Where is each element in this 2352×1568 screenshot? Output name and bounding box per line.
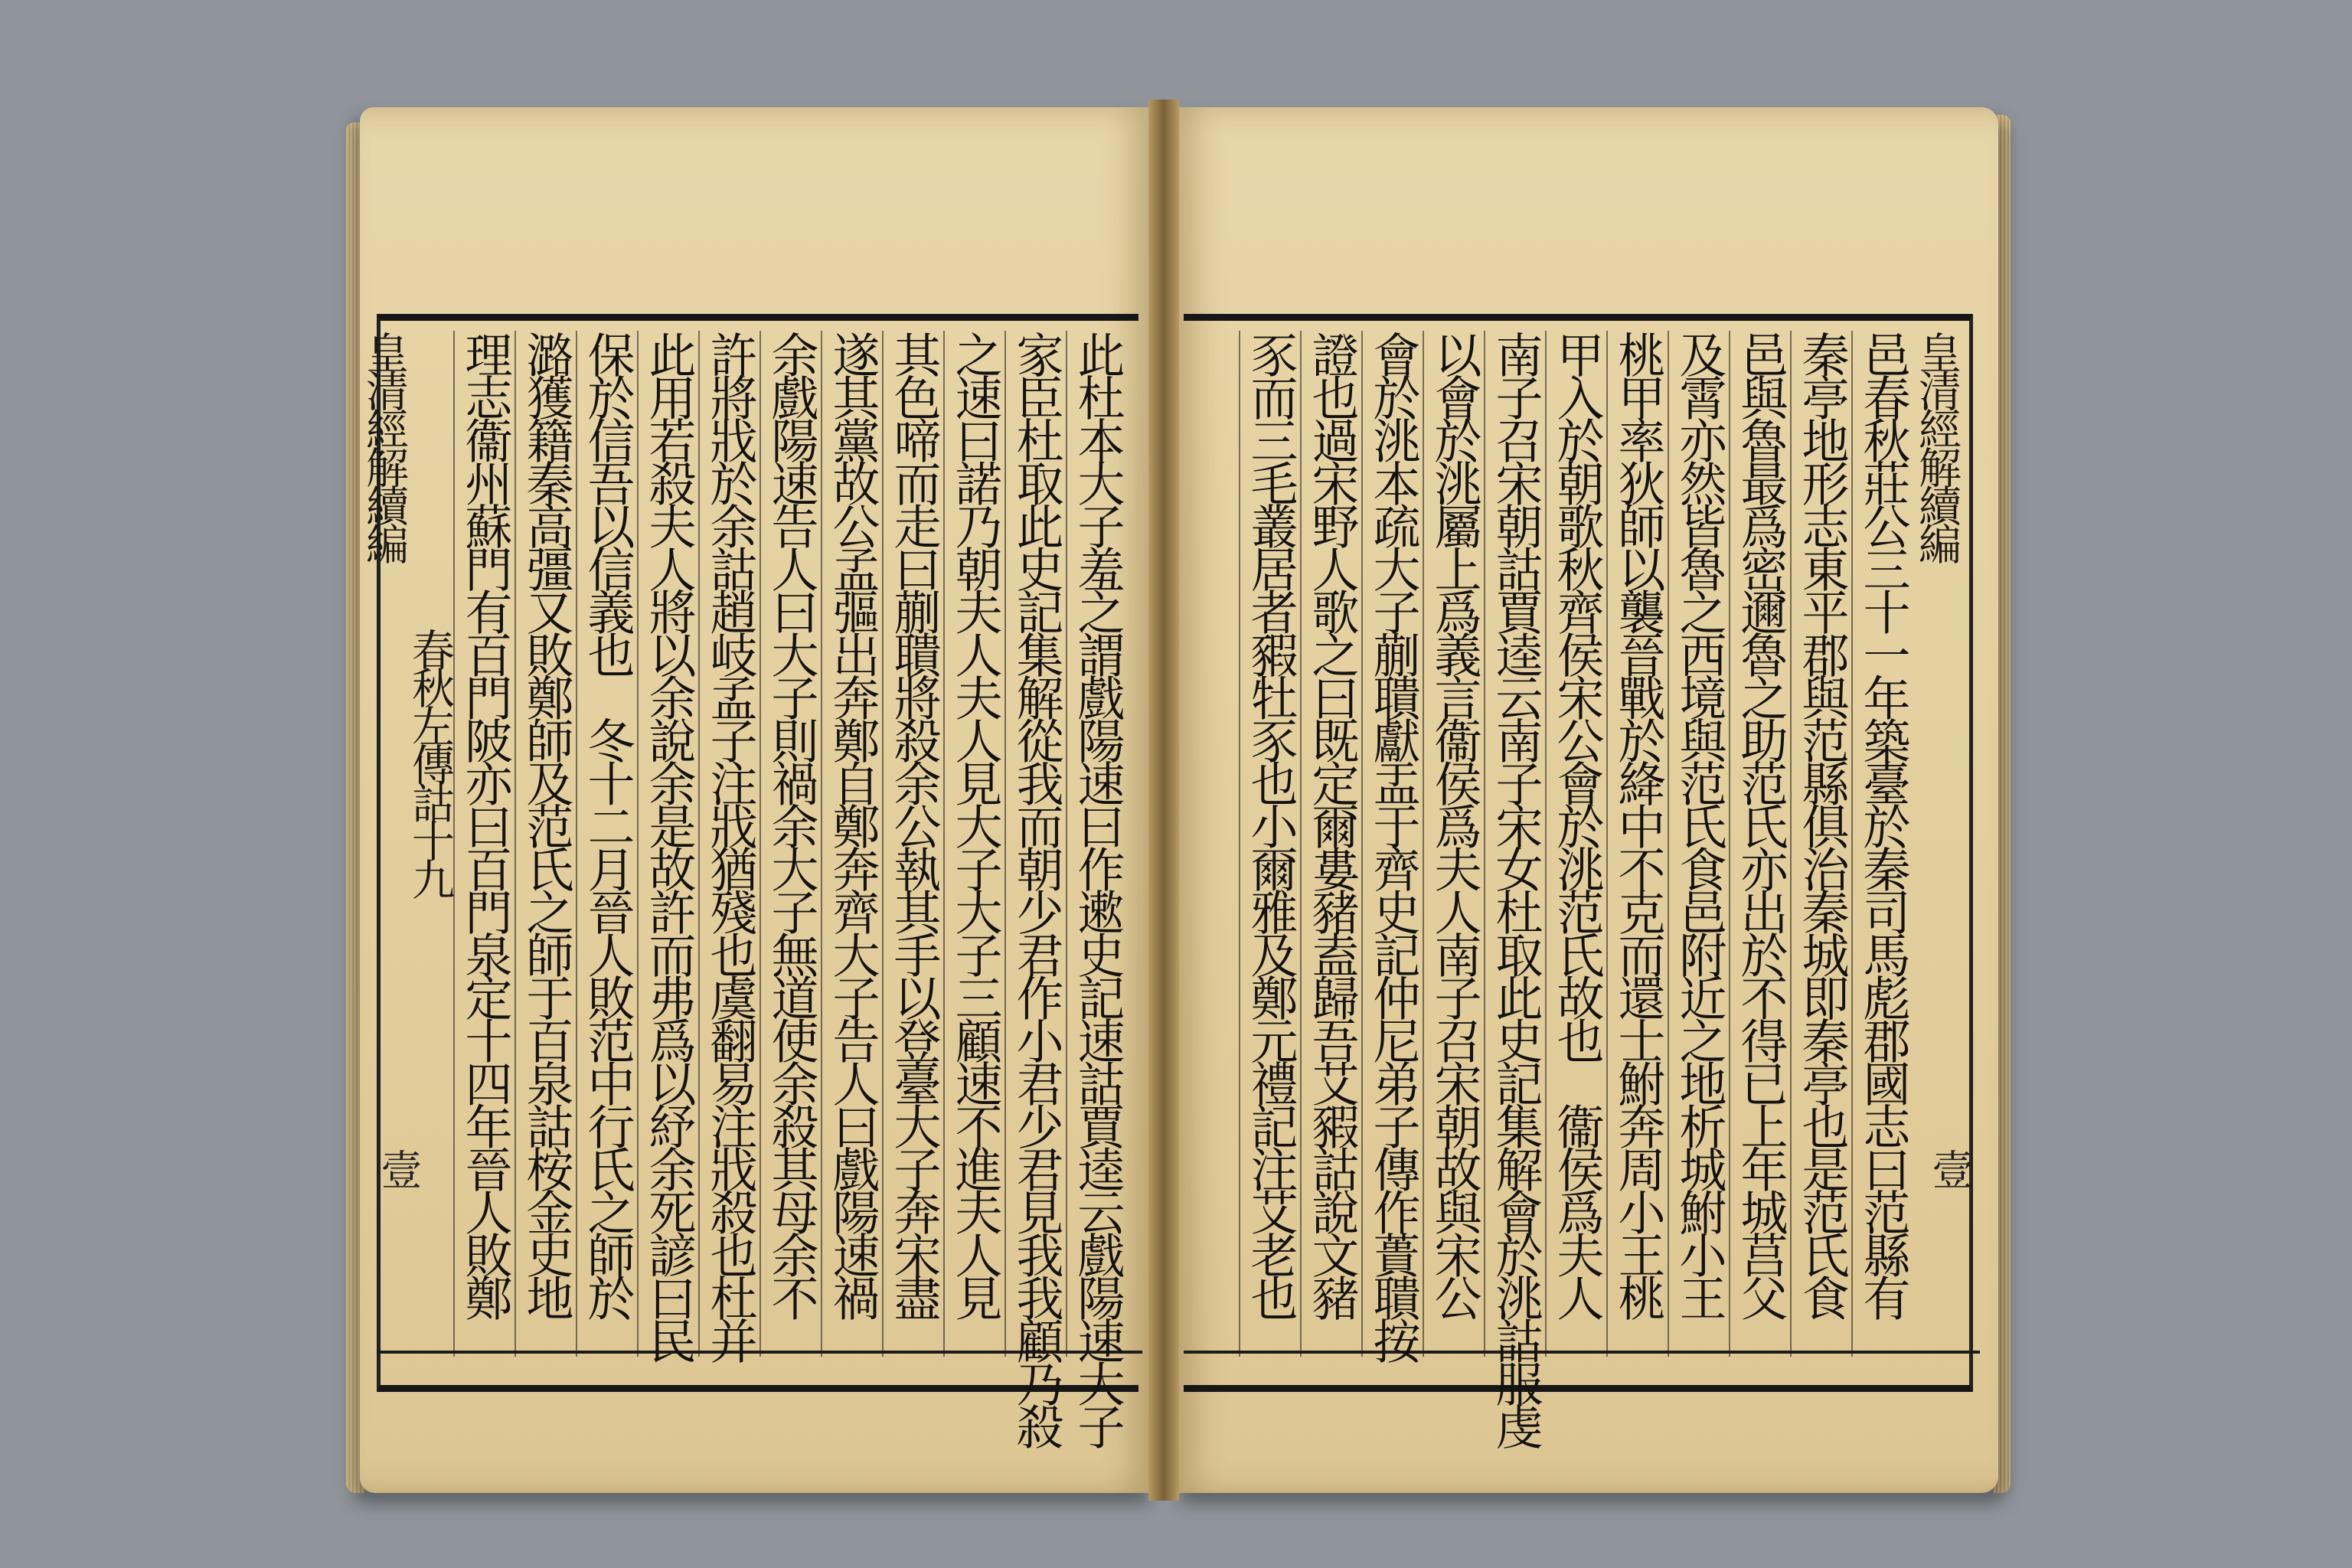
right-text-column: 邑與魯最爲密邇魯之助范氏亦出於不得已上年城莒父 <box>1729 331 1790 1357</box>
left-text-column: 理志衞州蘇門有百門陂亦曰百門泉定十四年晉人敗鄭 <box>453 331 514 1357</box>
left-text-column: 其色啼而走曰蒯聵將殺余公執其手以登臺大子奔宋盡 <box>882 331 943 1357</box>
right-text-column: 甲入於朝歌秋齊侯宋公會於洮范氏故也 衞侯爲夫人 <box>1545 331 1606 1357</box>
left-text-column: 此杜本大子羞之謂戲陽速曰作遬史記速詁賈逵云戲陽速大子 <box>1066 331 1127 1357</box>
right-running-header: 皇清經解續編 <box>1912 331 1962 560</box>
right-text-column: 桃甲率狄師以襲晉戰於絳中不克而還士鮒奔周小王桃 <box>1606 331 1668 1357</box>
left-text-column: 余戲陽速告人曰大子則禍余大子無道使余殺其母余不 <box>760 331 821 1357</box>
right-text-column: 以會於洮屬上爲義言衞侯爲夫人南子召宋朝故與宋公 <box>1423 331 1484 1357</box>
left-text-column: 此用若殺夫人將以余說余是故許而弗爲以紓余死諺曰民 <box>637 331 698 1357</box>
left-text-column: 之速曰諾乃朝夫人夫人見大子大子三顧速不進夫人見 <box>943 331 1004 1357</box>
left-text-column: 遂其黨故公孟彄出奔鄭自鄭奔齊大子告人曰戲陽速禍 <box>821 331 882 1357</box>
left-text-column: 潞獲籍秦高彊又敗鄭師及范氏之師于百泉詁桉金史地 <box>514 331 576 1357</box>
left-text-column: 保於信吾以信義也 冬十二月晉人敗范中行氏之師於 <box>576 331 637 1357</box>
right-text-column: 南子召宋朝詁賈逵云南子宋女杜取此史記集解會於洮詁服虔 <box>1484 331 1545 1357</box>
book-gutter <box>1148 100 1179 1501</box>
right-text-column: 邑春秋莊公三十一年築臺於秦司馬彪郡國志曰范縣有 <box>1851 331 1913 1357</box>
right-text-column: 秦亭地形志東平郡與范縣俱治秦城即秦亭也是范氏食 <box>1790 331 1851 1357</box>
left-running-header: 皇清經解續編 <box>359 331 409 560</box>
right-page-number: 壹 <box>1926 1148 1974 1190</box>
right-text-column: 及霄亦然皆魯之西境與范氏食邑附近之地析城鮒小王 <box>1668 331 1729 1357</box>
right-text-column: 會於洮本疏大子蒯聵獻盂于齊史記仲尼弟子傳作蕢聵按 <box>1361 331 1423 1357</box>
left-section-label: 春秋左傳詁十九 <box>405 628 455 896</box>
right-text-column: 豕而三毛叢居者豭牡豕也小爾雅及鄭元禮記注艾老也 <box>1239 331 1300 1357</box>
left-text-column: 家臣杜取此史記集解從我而朝少君作小君少君見我我顧乃殺 <box>1004 331 1066 1357</box>
left-page-number: 壹 <box>374 1148 423 1190</box>
left-text-column: 許將戕於余詁趙岐孟子注戕猶殘也虞翻易注戕殺也杜并 <box>698 331 760 1357</box>
right-text-column: 證也過宋野人歌之曰既定爾婁豬盍歸吾艾豭詁說文豬 <box>1300 331 1361 1357</box>
